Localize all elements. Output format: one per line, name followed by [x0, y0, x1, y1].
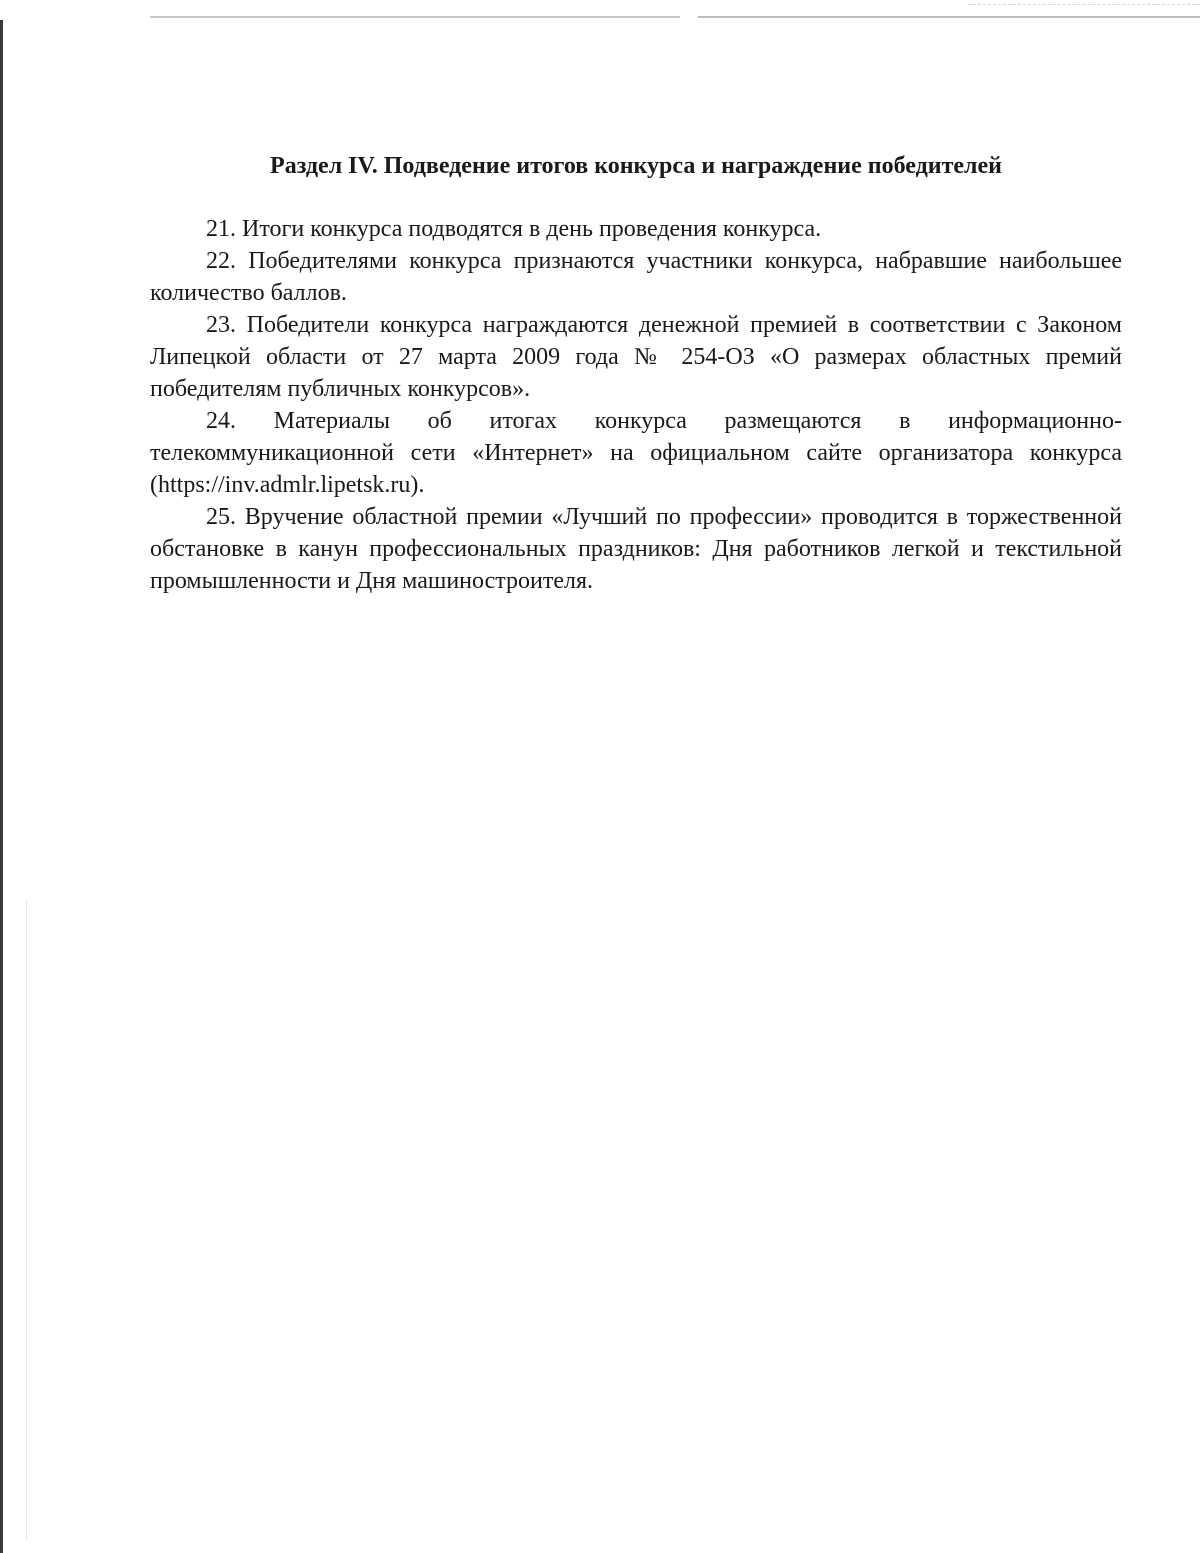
scan-line-top-left — [150, 16, 680, 18]
scan-edge-left — [0, 20, 3, 1553]
clause-23: 23. Победители конкурса награждаются денежной премией в соответствии с Законом Липецкой области от 27 марта 2009 года № 254-ОЗ «О размерах областных премий победителям публичных конкурсов». — [150, 312, 1122, 402]
scan-edge-left-inner — [26, 900, 27, 1540]
scan-line-top-right — [698, 16, 1200, 18]
clause-24: 24. Материалы об итогах конкурса размещаются в информационно-телекоммуникационной сети «Интернет» на официальном сайте организатора конкурса (https://inv.admlr.lipetsk.ru). — [150, 408, 1122, 498]
clause-21: 21. Итоги конкурса подводятся в день проведения конкурса. — [206, 216, 822, 242]
section-title: Раздел IV. Подведение итогов конкурса и награждение победителей — [270, 153, 1002, 179]
scan-dash-top — [968, 4, 1200, 5]
clause-22: 22. Победителями конкурса признаются участники конкурса, набравшие наибольшее количество баллов. — [150, 248, 1122, 306]
clause-25: 25. Вручение областной премии «Лучший по профессии» проводится в торжественной обстановке в канун профессиональных праздников: Дня работников легкой и текстильной промышленности и Дня машиностроителя. — [150, 504, 1122, 594]
document-body — [150, 213, 1122, 597]
